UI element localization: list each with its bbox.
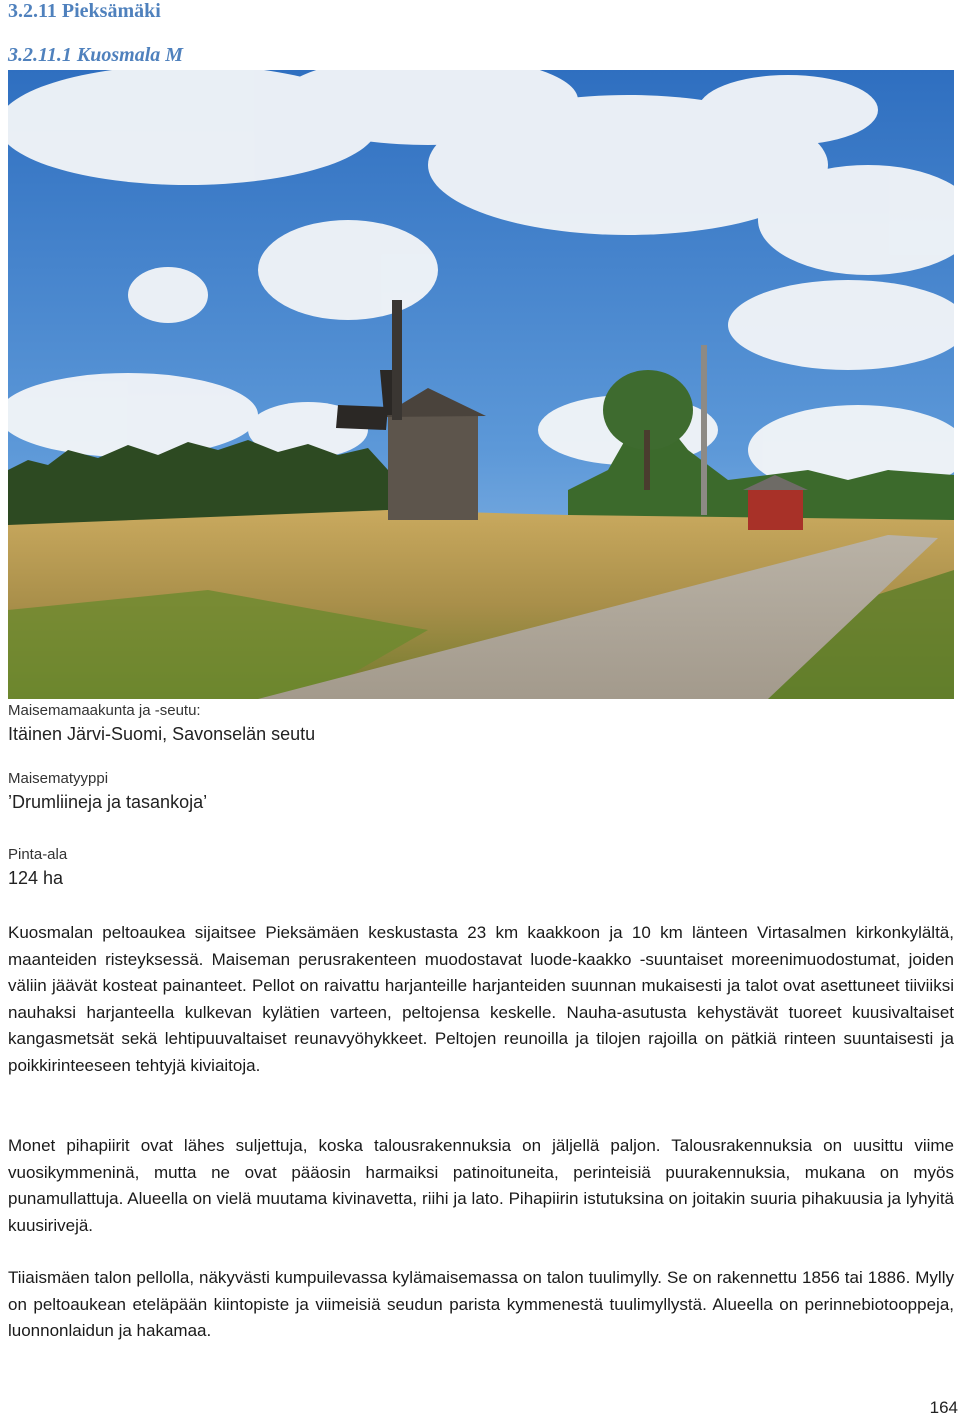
windmill-landscape-photo bbox=[8, 70, 954, 699]
region-value: Itäinen Järvi-Suomi, Savonselän seutu bbox=[8, 724, 316, 744]
subsection-heading: 3.2.11.1 Kuosmala M bbox=[8, 44, 184, 66]
paragraph-3: Tiiaismäen talon pellolla, näkyvästi kumpuilevassa kylämaisemassa on talon tuulimylly. Se on rakennettu 1856 tai 1886. Mylly on peltoaukean eteläpään kiintopiste ja viimeisiä seudun parista kymmenestä tuulimyllystä. Alueella on perinnebiotooppeja, luonnonlaidun ja hakamaa. bbox=[8, 1268, 954, 1340]
page-number: 164 bbox=[929, 1398, 958, 1417]
type-value: ’Drumliineja ja tasankoja’ bbox=[8, 792, 208, 812]
paragraph-2: Monet pihapiirit ovat lähes suljettuja, koska talousrakennuksia on jäljellä paljon. Talousrakennuksia on uusittu viime vuosikymmeninä, mutta ne ovat pääosin harmaiksi patinoituneita, perinteisiä puurakennuksia, mukana on myös punamullattuja. Alueella on vielä muutama kivinavetta, riihi ja lato. Pihapiirin istutuksina on joitakin suuria pihakuusia ja lyhyitä kuusirivejä. bbox=[8, 1136, 954, 1235]
section-heading: 3.2.11 Pieksämäki bbox=[8, 0, 161, 22]
paragraph-1: Kuosmalan peltoaukea sijaitsee Pieksämäen keskustasta 23 km kaakkoon ja 10 km länteen Virtasalmen kirkonkylältä, maanteiden risteyksessä. Maiseman perusrakenteen muodostavat luode-kaakko -suuntaiset moreenimuodostumat, joiden väliin jäävät kosteat painanteet. Pellot on raivattu harjanteille harjanteiden suunnan mukaisesti ja talot ovat asettuneet tiiviiksi nauhaksi harjanteella kulkevan kylätien varteen, peltojensa keskelle. Nauha-asutusta kehystävät tuoreet kuusivaltaiset kangasmetsät sekä lehtipuuvaltaiset reunavyöhykkeet. Peltojen reunoilla ja tilojen rajoilla on pätkiä rinteen suuntaisesti ja poikkirinteeseen tehtyjä kiviaitoja. bbox=[8, 923, 954, 1075]
type-label: Maisematyyppi bbox=[8, 770, 109, 787]
region-label: Maisemamaakunta ja -seutu: bbox=[8, 702, 201, 719]
area-label: Pinta-ala bbox=[8, 846, 68, 863]
area-value: 124 ha bbox=[8, 868, 64, 888]
